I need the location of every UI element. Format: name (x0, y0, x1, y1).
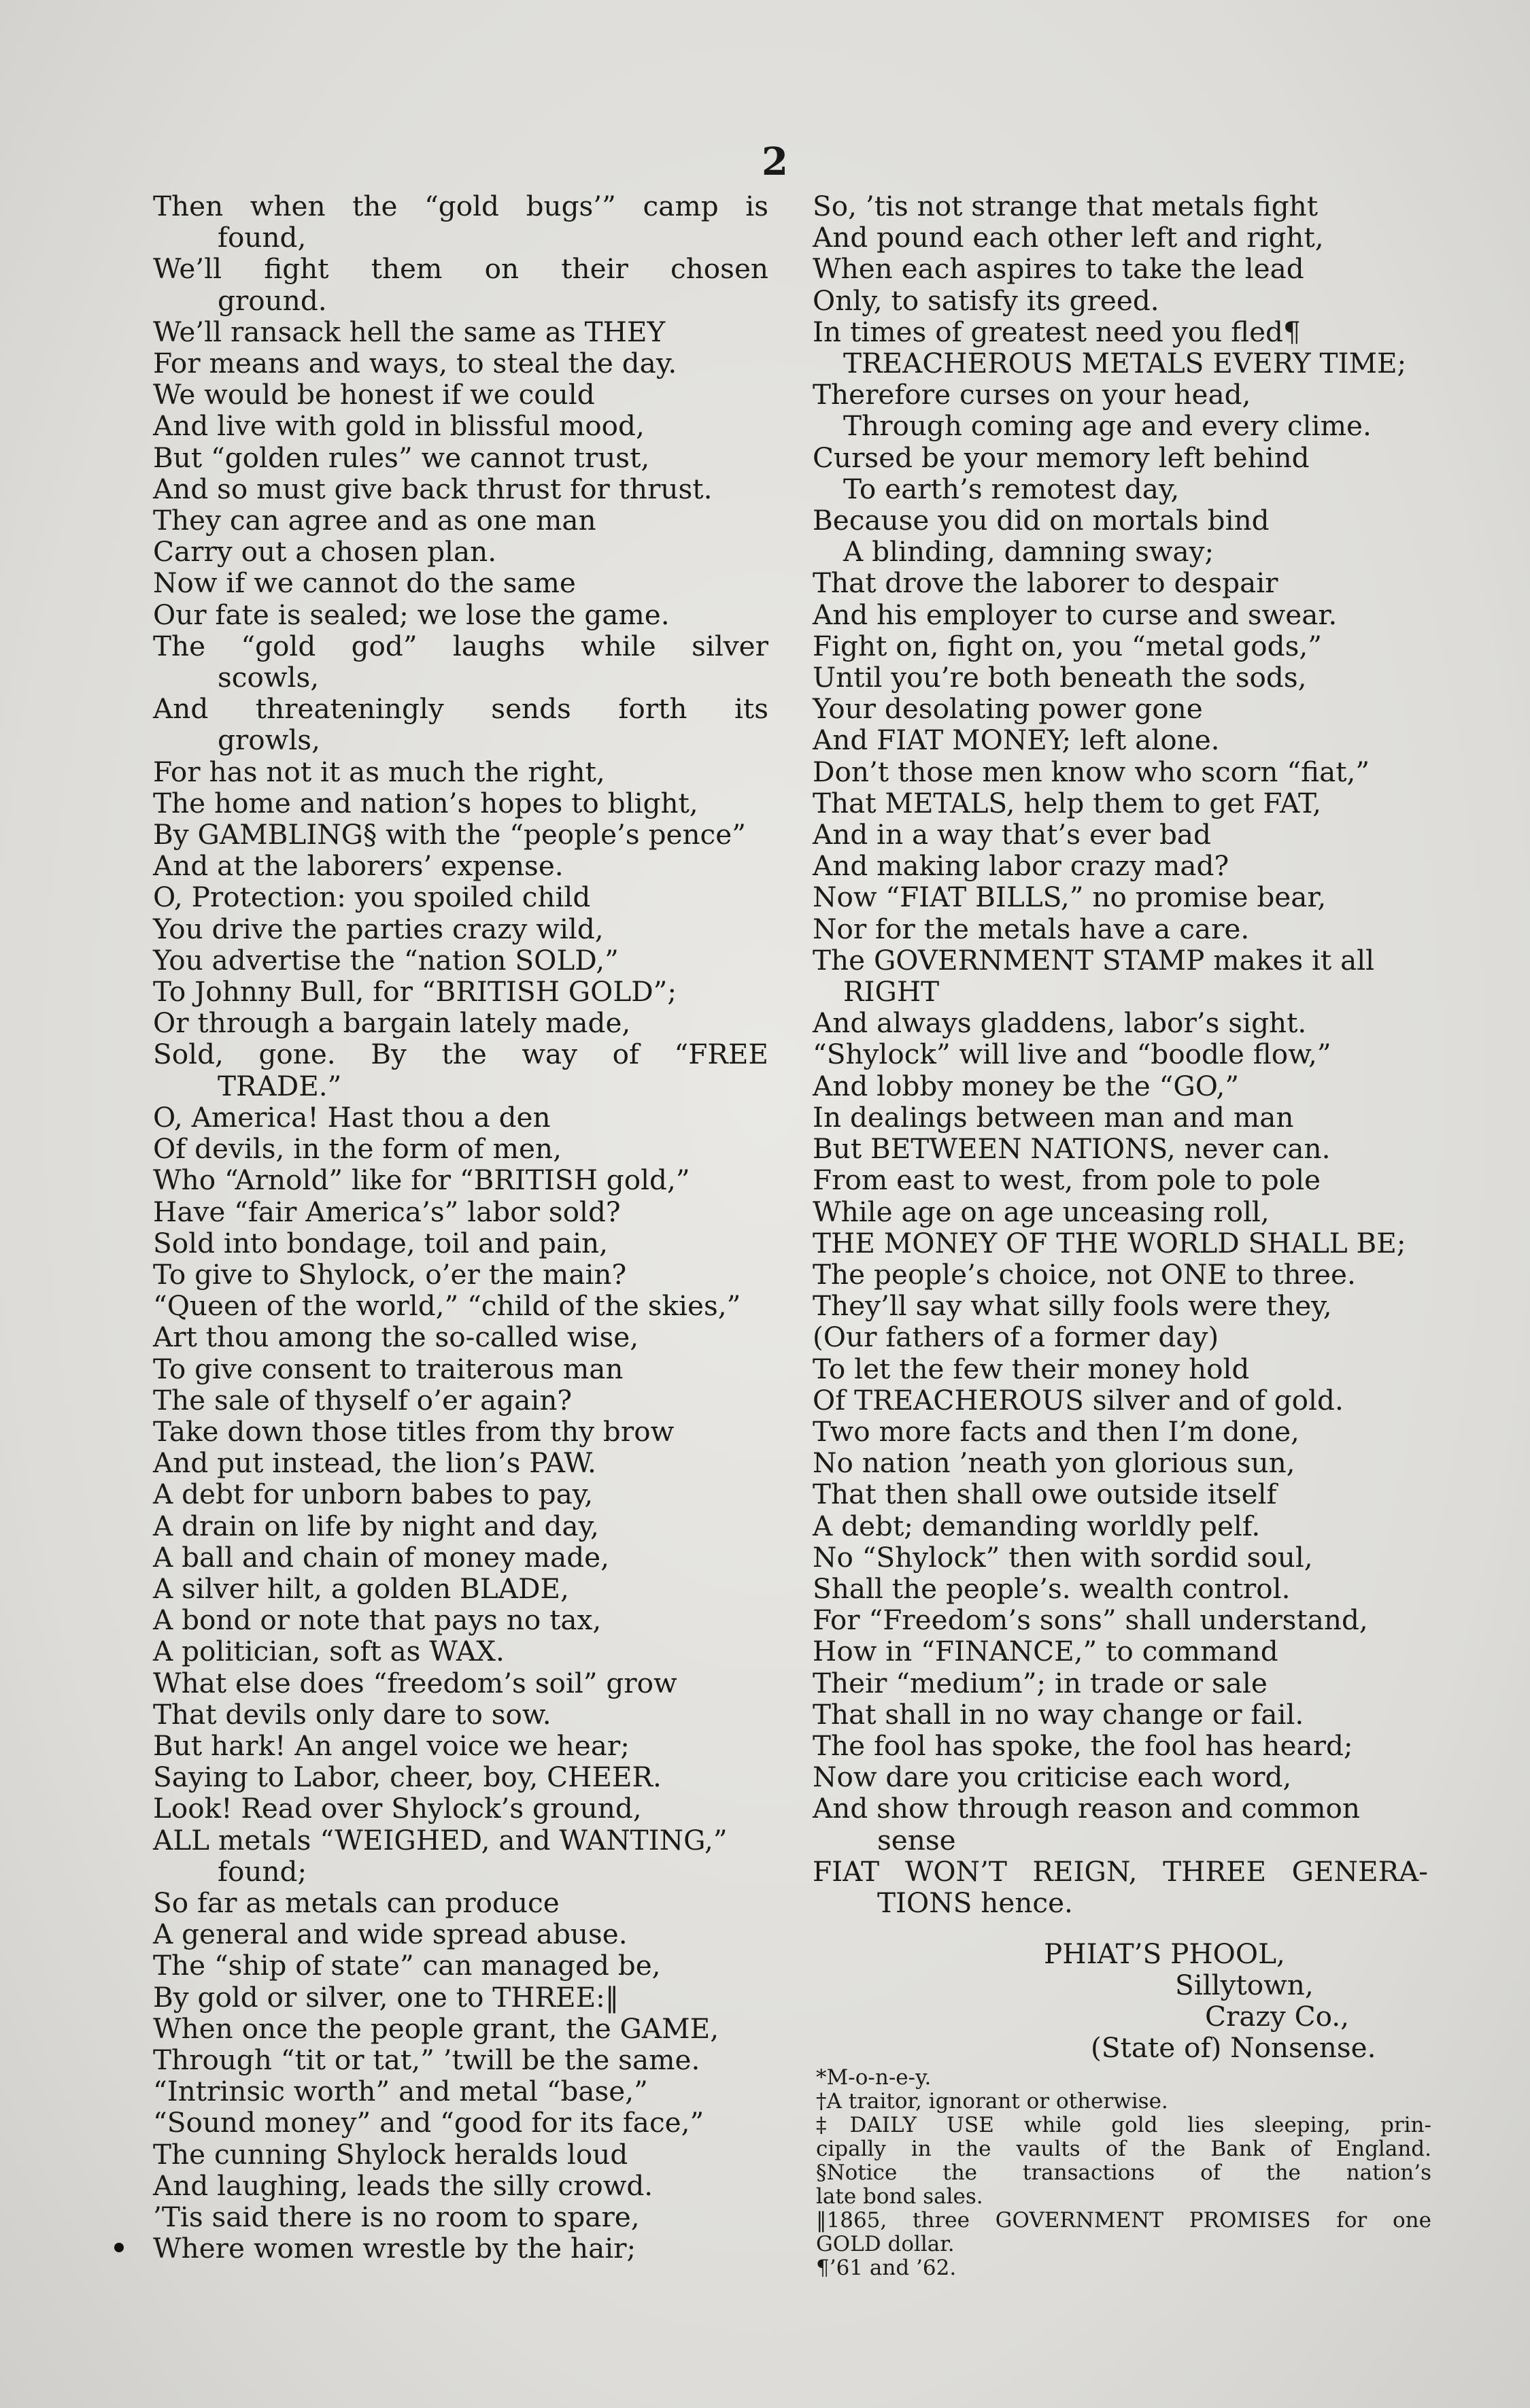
footnote-line: ‡DAILY USE while gold lies sleeping, prin- (816, 2113, 1431, 2137)
verse-line: But hark! An angel voice we hear; (153, 1729, 630, 1762)
verse-line: But “golden rules” we cannot trust, (153, 441, 650, 474)
verse-line: ground. (218, 284, 327, 317)
verse-line: That then shall owe outside itself (813, 1478, 1277, 1511)
verse-line: Only, to satisfy its greed. (813, 284, 1159, 317)
verse-line: Sold into bondage, toil and pain, (153, 1226, 609, 1259)
verse-line: “Sound money” and “good for its face,” (153, 2106, 704, 2139)
verse-line: No nation ’neath yon glorious sun, (813, 1446, 1295, 1480)
verse-line: Now if we cannot do the same (153, 566, 576, 600)
verse-line: We would be honest if we could (153, 378, 595, 411)
verse-line: Our fate is sealed; we lose the game. (153, 598, 670, 631)
verse-line: And show through reason and common (813, 1792, 1360, 1825)
verse-line: A politician, soft as WAX. (153, 1635, 505, 1668)
verse-line: growls, (218, 724, 320, 757)
verse-line: Shall the people’s. wealth control. (813, 1572, 1291, 1605)
verse-line: For means and ways, to steal the day. (153, 347, 677, 380)
verse-line: (Our fathers of a former day) (813, 1321, 1219, 1354)
footnote-line: late bond sales. (816, 2184, 983, 2209)
verse-line: Through “tit or tat,” ’twill be the same. (153, 2043, 700, 2076)
verse-line: Don’t those men know who scorn “fiat,” (813, 755, 1370, 788)
verse-line: A blinding, damning sway; (843, 535, 1214, 569)
page-number: 2 (762, 139, 788, 184)
verse-line: And FIAT MONEY; left alone. (813, 724, 1220, 757)
verse-line: And making labor crazy mad? (813, 849, 1229, 883)
verse-line: We’ll ransack hell the same as THEY (153, 315, 666, 348)
verse-line: ALL metals “WEIGHED, and WANTING,” (153, 1823, 728, 1856)
verse-line: To let the few their money hold (813, 1352, 1250, 1385)
verse-line: Who “Arnold” like for “BRITISH gold,” (153, 1164, 690, 1197)
verse-line: Sold, gone. By the way of “FREE (153, 1038, 768, 1071)
footnote-line: *M-o-n-e-y. (816, 2065, 932, 2090)
verse-line: Two more facts and then I’m done, (813, 1414, 1299, 1448)
verse-line: For has not it as much the right, (153, 755, 605, 788)
verse-line: found; (218, 1854, 307, 1888)
verse-line: In times of greatest need you fled¶ (813, 315, 1301, 348)
verse-line: The people’s choice, not ONE to three. (813, 1257, 1356, 1291)
verse-line: And put instead, the lion’s PAW. (153, 1446, 596, 1480)
footnote-line: †A traitor, ignorant or otherwise. (816, 2089, 1168, 2114)
verse-line: To give consent to traiterous man (153, 1352, 624, 1385)
verse-line: TIONS hence. (877, 1886, 1073, 1919)
verse-line: sense (877, 1823, 956, 1856)
signature-county: Crazy Co., (1205, 2000, 1349, 2033)
verse-line: “Intrinsic worth” and metal “base,” (153, 2075, 648, 2108)
verse-line: found, (218, 221, 307, 254)
verse-line: And always gladdens, labor’s sight. (813, 1006, 1307, 1040)
footnotes (816, 2066, 1431, 2280)
verse-line: Now “FIAT BILLS,” no promise bear, (813, 881, 1327, 914)
verse-line: For “Freedom’s sons” shall understand, (813, 1604, 1368, 1637)
verse-line: A drain on life by night and day, (153, 1509, 599, 1542)
verse-line: And pound each other left and right, (813, 221, 1324, 254)
verse-line: That drove the laborer to despair (813, 566, 1278, 600)
verse-line: O, Protection: you spoiled child (153, 881, 591, 914)
verse-line: And threateningly sends forth its (153, 692, 768, 726)
verse-line: They can agree and as one man (153, 504, 596, 537)
verse-line: The fool has spoke, the fool has heard; (813, 1729, 1353, 1762)
verse-line: To earth’s remotest day, (843, 472, 1180, 505)
verse-line: The “ship of state” can managed be, (153, 1949, 661, 1982)
verse-line: A debt for unborn babes to pay, (153, 1478, 594, 1511)
verse-line: RIGHT (843, 975, 940, 1008)
verse-line: And his employer to curse and swear. (813, 598, 1338, 631)
verse-line: FIAT WON’T REIGN, THREE GENERA- (813, 1854, 1428, 1888)
verse-line: To Johnny Bull, for “BRITISH GOLD”; (153, 975, 677, 1008)
verse-line: TREACHEROUS METALS EVERY TIME; (843, 347, 1407, 380)
verse-line: When each aspires to take the lead (813, 252, 1304, 286)
footnote-line: cipally in the vaults of the Bank of England. (816, 2137, 1431, 2161)
verse-line: Saying to Labor, cheer, boy, CHEER. (153, 1761, 662, 1794)
verse-line: Carry out a chosen plan. (153, 535, 497, 569)
verse-line: That METALS, help them to get FAT, (813, 786, 1321, 819)
verse-line: Because you did on mortals bind (813, 504, 1270, 537)
verse-line: Art thou among the so-called wise, (153, 1321, 639, 1354)
verse-line: No “Shylock” then with sordid soul, (813, 1540, 1313, 1574)
verse-line: “Queen of the world,” “child of the skies,” (153, 1289, 741, 1323)
signature-town: Sillytown, (1175, 1969, 1314, 2001)
verse-line: How in “FINANCE,” to command (813, 1635, 1278, 1668)
verse-line: Of devils, in the form of men, (153, 1132, 562, 1166)
verse-line: You drive the parties crazy wild, (153, 912, 604, 945)
verse-line: Your desolating power gone (813, 692, 1203, 726)
verse-line: Fight on, fight on, you “metal gods,” (813, 629, 1322, 662)
verse-line: “Shylock” will live and “boodle flow,” (813, 1038, 1331, 1071)
verse-line: When once the people grant, the GAME, (153, 2012, 719, 2045)
verse-line: scowls, (218, 661, 320, 694)
verse-line: And lobby money be the “GO,” (813, 1069, 1240, 1102)
verse-line: The “gold god” laughs while silver (153, 629, 768, 662)
verse-line: They’ll say what silly fools were they, (813, 1289, 1332, 1323)
verse-line: Or through a bargain lately made, (153, 1006, 631, 1040)
signature-name: PHIAT’S PHOOL, (1044, 1937, 1285, 1970)
verse-line: In dealings between man and man (813, 1100, 1294, 1134)
verse-line: Their “medium”; in trade or sale (813, 1666, 1268, 1699)
margin-mark (114, 2243, 124, 2252)
footnote-line: ‖1865, three GOVERNMENT PROMISES for one (816, 2208, 1431, 2233)
verse-line: And in a way that’s ever bad (813, 818, 1211, 851)
verse-line: That shall in no way change or fail. (813, 1697, 1304, 1731)
verse-line: To give to Shylock, o’er the main? (153, 1257, 627, 1291)
verse-line: And at the laborers’ expense. (153, 849, 564, 883)
verse-line: TRADE.” (218, 1069, 342, 1102)
verse-line: Where women wrestle by the hair; (153, 2232, 636, 2265)
verse-line: Then when the “gold bugs’” camp is (153, 190, 768, 222)
verse-line: A ball and chain of money made, (153, 1540, 609, 1574)
verse-line: So far as metals can produce (153, 1886, 560, 1919)
verse-line: And laughing, leads the silly crowd. (153, 2169, 653, 2202)
verse-line: ’Tis said there is no room to spare, (153, 2201, 640, 2233)
verse-line: A debt; demanding worldly pelf. (813, 1509, 1261, 1542)
verse-line: By gold or silver, one to THREE:‖ (153, 1980, 619, 2014)
verse-line: Until you’re both beneath the sods, (813, 661, 1307, 694)
verse-line: Through coming age and every clime. (843, 409, 1372, 443)
verse-line: A silver hilt, a golden BLADE, (153, 1572, 569, 1605)
verse-line: That devils only dare to sow. (153, 1697, 551, 1731)
verse-line: While age on age unceasing roll, (813, 1195, 1270, 1228)
verse-line: Have “fair America’s” labor sold? (153, 1195, 621, 1228)
footnote-line: GOLD dollar. (816, 2232, 955, 2256)
verse-line: The cunning Shylock heralds loud (153, 2137, 628, 2171)
verse-line: And so must give back thrust for thrust. (153, 472, 713, 505)
verse-line: But BETWEEN NATIONS, never can. (813, 1132, 1331, 1166)
verse-line: Nor for the metals have a care. (813, 912, 1250, 945)
right-column (813, 190, 1428, 1918)
verse-line: The GOVERNMENT STAMP makes it all (813, 943, 1375, 977)
verse-line: And live with gold in blissful mood, (153, 409, 645, 443)
verse-line: THE MONEY OF THE WORLD SHALL BE; (813, 1226, 1406, 1259)
verse-line: Therefore curses on your head, (813, 378, 1251, 411)
verse-line: The sale of thyself o’er again? (153, 1383, 573, 1417)
verse-line: What else does “freedom’s soil” grow (153, 1666, 677, 1699)
verse-line: By GAMBLING§ with the “people’s pence” (153, 818, 746, 851)
verse-line: You advertise the “nation SOLD,” (153, 943, 619, 977)
verse-line: Of TREACHEROUS silver and of gold. (813, 1383, 1344, 1417)
verse-line: The home and nation’s hopes to blight, (153, 786, 698, 819)
verse-line: A bond or note that pays no tax, (153, 1604, 602, 1637)
footnote-line: §Notice the transactions of the nation’s (816, 2160, 1431, 2185)
verse-line: From east to west, from pole to pole (813, 1164, 1321, 1197)
verse-line: We’ll fight them on their chosen (153, 252, 768, 286)
verse-line: A general and wide spread abuse. (153, 1918, 628, 1951)
verse-line: Take down those titles from thy brow (153, 1414, 675, 1448)
verse-line: Now dare you criticise each word, (813, 1761, 1292, 1794)
verse-line: So, ’tis not strange that metals fight (813, 190, 1319, 222)
left-column (153, 190, 768, 2264)
verse-line: Look! Read over Shylock’s ground, (153, 1792, 642, 1825)
verse-line: O, America! Hast thou a den (153, 1100, 551, 1134)
verse-line: Cursed be your memory left behind (813, 441, 1310, 474)
signature-state: (State of) Nonsense. (1091, 2031, 1376, 2064)
footnote-line: ¶’61 and ’62. (816, 2256, 957, 2280)
